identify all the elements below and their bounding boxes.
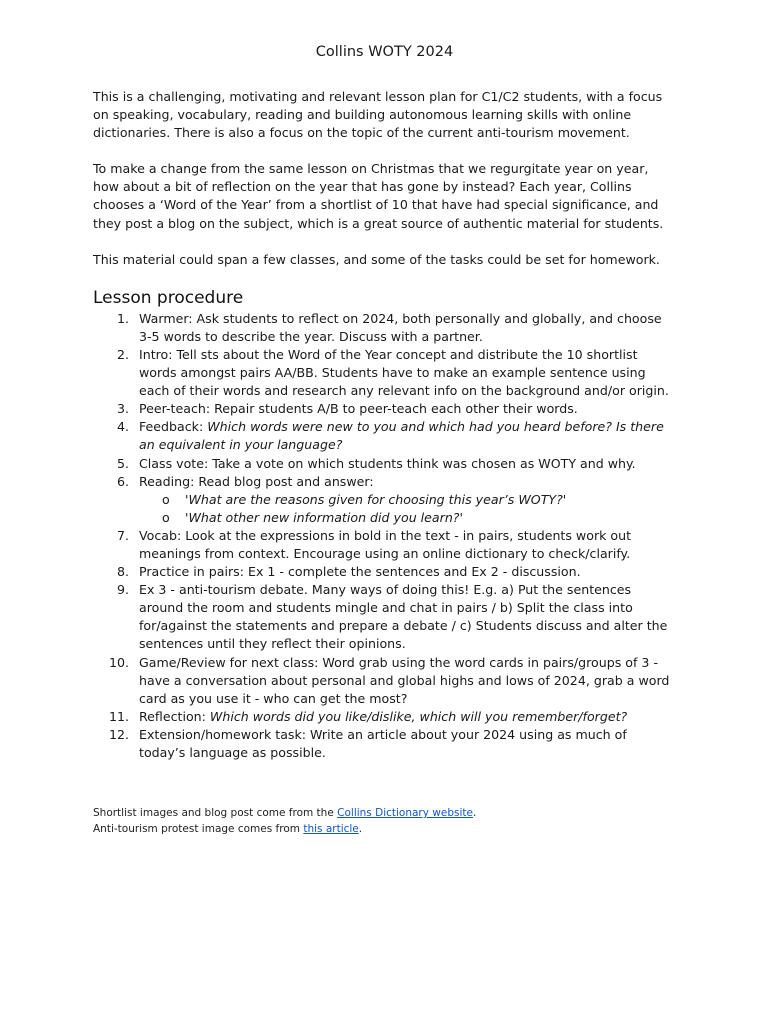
step-italic-text: Which words were new to you and which had you heard before? Is there an equivalent in your language? — [139, 419, 664, 453]
step-number: 9. — [116, 582, 129, 598]
reading-question: o 'What other new information did you learn?' — [139, 509, 676, 527]
step-text: Reading: Read blog post and answer: — [139, 473, 374, 489]
step-text: Intro: Tell sts about the Word of the Year concept and distribute the 10 shortlist words amongst pairs AA/BB. Students have to make an example sentence using each of their words and research any relevant info on the background and/or origin. — [139, 346, 669, 399]
step-text: Extension/homework task: Write an article about your 2024 using as much of today’s language as possible. — [139, 726, 627, 760]
step-number: 1. — [116, 310, 129, 326]
step-text: Class vote: Take a vote on which students think was chosen as WOTY and why. — [139, 455, 636, 471]
step-number: 10. — [108, 654, 129, 670]
reading-questions-list — [139, 491, 676, 527]
procedure-step — [93, 418, 676, 454]
step-number: 12. — [108, 726, 129, 742]
step-number: 7. — [116, 527, 129, 543]
procedure-step — [93, 455, 676, 473]
step-number: 2. — [116, 346, 129, 362]
bullet-marker: o — [162, 509, 170, 525]
step-text: Ex 3 - anti-tourism debate. Many ways of doing this! E.g. a) Put the sentences around the room and students mingle and chat in pairs / b) Split the class into for/against the statements and prepare a debate / c) Students discuss and alter the sentences until they reflect their opinions. — [139, 582, 668, 652]
footer-line-shortlist: Shortlist images and blog post come from the Collins Dictionary website. — [93, 807, 477, 819]
collins-website-link[interactable]: Collins Dictionary website — [337, 807, 473, 819]
step-italic-text: Which words did you like/dislike, which will you remember/forget? — [209, 708, 628, 724]
step-number: 6. — [116, 473, 129, 489]
procedure-step — [93, 563, 676, 581]
intro-paragraph-1: This is a challenging, motivating and relevant lesson plan for C1/C2 students, with a focus on speaking, vocabulary, reading and building autonomous learning skills with online dictionaries. There is also a focus on the topic of the current anti-tourism movement. — [93, 89, 663, 141]
procedure-step — [93, 726, 676, 762]
procedure-step — [93, 346, 676, 400]
procedure-step — [93, 581, 676, 653]
step-number: 3. — [116, 401, 129, 417]
procedure-step — [93, 708, 676, 726]
step-number: 5. — [116, 455, 129, 471]
step-text: Game/Review for next class: Word grab using the word cards in pairs/groups of 3 - have a conversation about personal and global highs and lows of 2024, grab a word card as you use it - who can get the most? — [139, 654, 670, 706]
step-text: Reflection: — [139, 708, 210, 724]
footer-line-protest-image: Anti-tourism protest image comes from this article. — [93, 822, 363, 835]
reading-question: o 'What are the reasons given for choosing this year’s WOTY?' — [139, 491, 676, 509]
procedure-step — [93, 654, 676, 708]
intro-paragraph-3: This material could span a few classes, and some of the tasks could be set for homework. — [93, 251, 660, 267]
bullet-marker: o — [162, 491, 170, 507]
procedure-step — [93, 527, 676, 563]
step-text: Vocab: Look at the expressions in bold in the text - in pairs, students work out meanings from context. Encourage using an online dictionary to check/clarify. — [139, 527, 632, 561]
step-number: 4. — [116, 419, 129, 435]
step-text: Feedback: — [139, 419, 208, 435]
procedure-step — [93, 400, 676, 418]
footer-credits — [93, 806, 476, 837]
step-text: Warmer: Ask students to reflect on 2024, both personally and globally, and choose 3-5 words to describe the year. Discuss with a partner. — [139, 310, 662, 344]
procedure-heading: Lesson procedure — [93, 287, 244, 308]
step-text: Peer-teach: Repair students A/B to peer-teach each other their words. — [139, 401, 578, 417]
document-title: Collins WOTY 2024 — [315, 44, 454, 60]
intro-paragraph-2: To make a change from the same lesson on Christmas that we regurgitate year on year, how about a bit of reflection on the year that has gone by instead? Each year, Collins chooses a ‘Word of the Year’ from a shortlist of 10 that have had special significance, and they post a blog on the subject, which is a great source of authentic material for students. — [93, 161, 664, 231]
article-link[interactable]: this article — [303, 822, 359, 835]
step-number: 11. — [108, 708, 129, 724]
step-number: 8. — [116, 564, 129, 580]
procedure-step — [93, 473, 676, 527]
procedure-list — [93, 310, 676, 762]
step-text: Practice in pairs: Ex 1 - complete the sentences and Ex 2 - discussion. — [139, 564, 581, 580]
procedure-step — [93, 310, 676, 346]
